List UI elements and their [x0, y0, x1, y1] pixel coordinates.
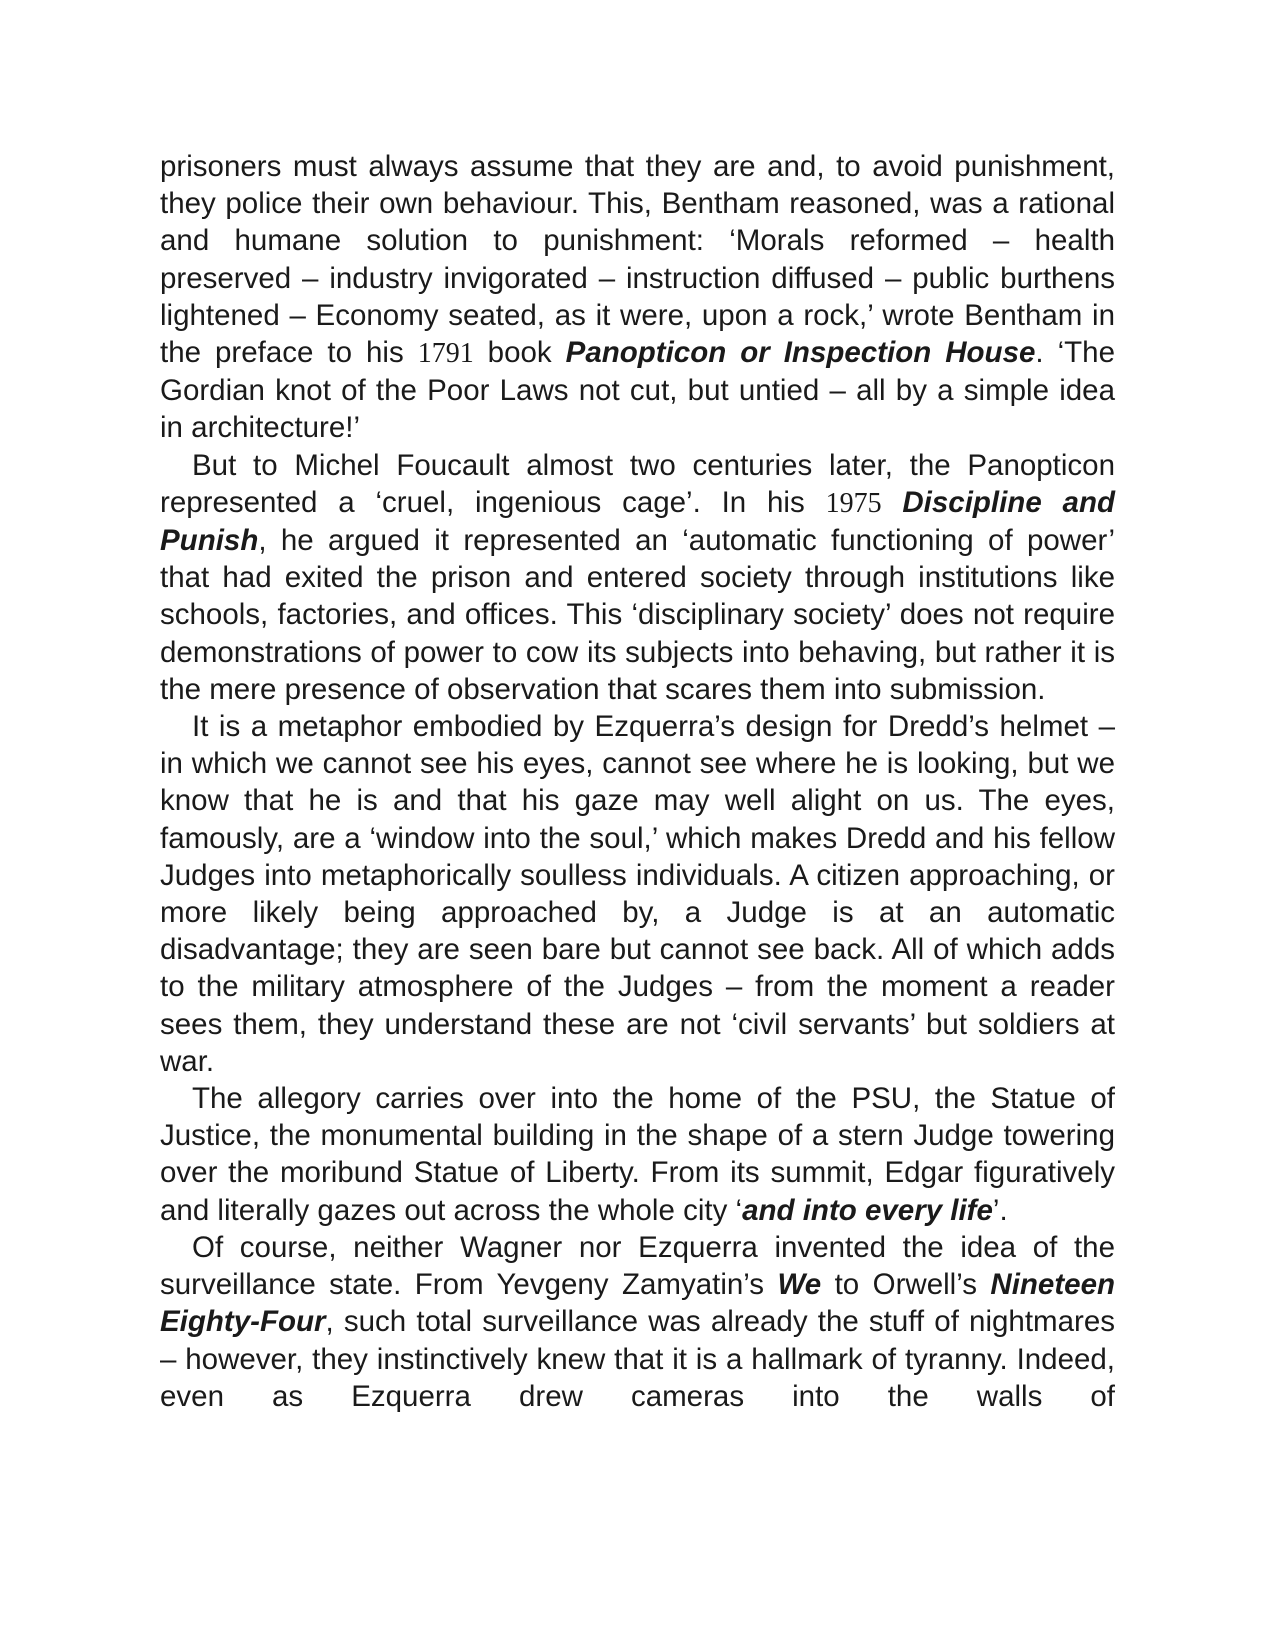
paragraph-1 — [160, 148, 1115, 447]
paragraph-1-text-1: prisoners must always assume that they are and, to avoid punishment, they police their own behaviour. This, Bentham reasoned, was a rational and humane solution to punishment: ‘Morals reformed – health preserved – industry invigorated – instruction diffused – public burthens lightened – Economy seated, as it were, upon a rock,’ wrote Bentham in the preface to his — [160, 150, 1115, 370]
paragraph-2-year: 1975 — [825, 487, 882, 519]
paragraph-1-text-3: . ‘The Gordian knot of the Poor Laws not cut, but untied – all by a simple idea in architecture!’ — [160, 336, 1115, 445]
paragraph-5 — [160, 1229, 1115, 1415]
paragraph-1-text-2: book — [473, 336, 566, 370]
book-title-nineteen-eighty-four: Nineteen Eighty-Four — [160, 1268, 1115, 1339]
paragraph-4-text-2: ’. — [992, 1193, 1008, 1227]
page-body — [160, 148, 1115, 1415]
paragraph-4-text-1: The allegory carries over into the home of the PSU, the Statue of Justice, the monumental building in the shape of a stern Judge towering over the moribund Statue of Liberty. From its summit, Edgar figuratively and literally gazes out across the whole city ‘ — [160, 1082, 1115, 1227]
paragraph-5-text-1: Of course, neither Wagner nor Ezquerra invented the idea of the surveillance state. From Yevgeny Zamyatin’s — [160, 1230, 1115, 1302]
book-title-panopticon: Panopticon or Inspection House — [565, 336, 1036, 370]
paragraph-2-space — [882, 486, 903, 519]
paragraph-3 — [160, 708, 1115, 1080]
paragraph-3-text: It is a metaphor embodied by Ezquerra’s design for Dredd’s helmet – in which we cannot see his eyes, cannot see where he is looking, but we know that he is and that his gaze may well alight on us. The eyes, famously, are a ‘window into the soul,’ which makes Dredd and his fellow Judges into metaphorically soulless individuals. A citizen approaching, or more likely being approached by, a Judge is at an automatic disadvantage; they are seen bare but cannot see back. All of which adds to the military atmosphere of the Judges – from the moment a reader sees them, they understand these are not ‘civil servants’ but soldiers at war. — [160, 710, 1115, 1078]
quote-and-into-every-life: and into every life — [742, 1193, 993, 1227]
book-title-discipline-and-punish: Discipline and Punish — [160, 485, 1115, 558]
paragraph-2-text-1: But to Michel Foucault almost two centuries later, the Panopticon represented a ‘cruel, ingenious cage’. In his — [160, 448, 1115, 519]
paragraph-4 — [160, 1080, 1115, 1229]
paragraph-5-text-2: to Orwell’s — [821, 1268, 991, 1302]
paragraph-1-year: 1791 — [417, 338, 474, 370]
paragraph-2-text-2: , he argued it represented an ‘automatic functioning of power’ that had exited the prison and entered society through institutions like schools, factories, and offices. This ‘disciplinary society’ does not require demonstrations of power to cow its subjects into behaving, but rather it is the mere presence of observation that scares them into submission. — [160, 524, 1115, 706]
paragraph-5-text-3: , such total surveillance was already the stuff of nightmares – however, they instinctively knew that it is a hallmark of tyranny. Indeed, even as Ezquerra drew cameras into the walls of — [160, 1305, 1115, 1413]
paragraph-2 — [160, 447, 1115, 708]
book-title-we: We — [777, 1268, 822, 1302]
